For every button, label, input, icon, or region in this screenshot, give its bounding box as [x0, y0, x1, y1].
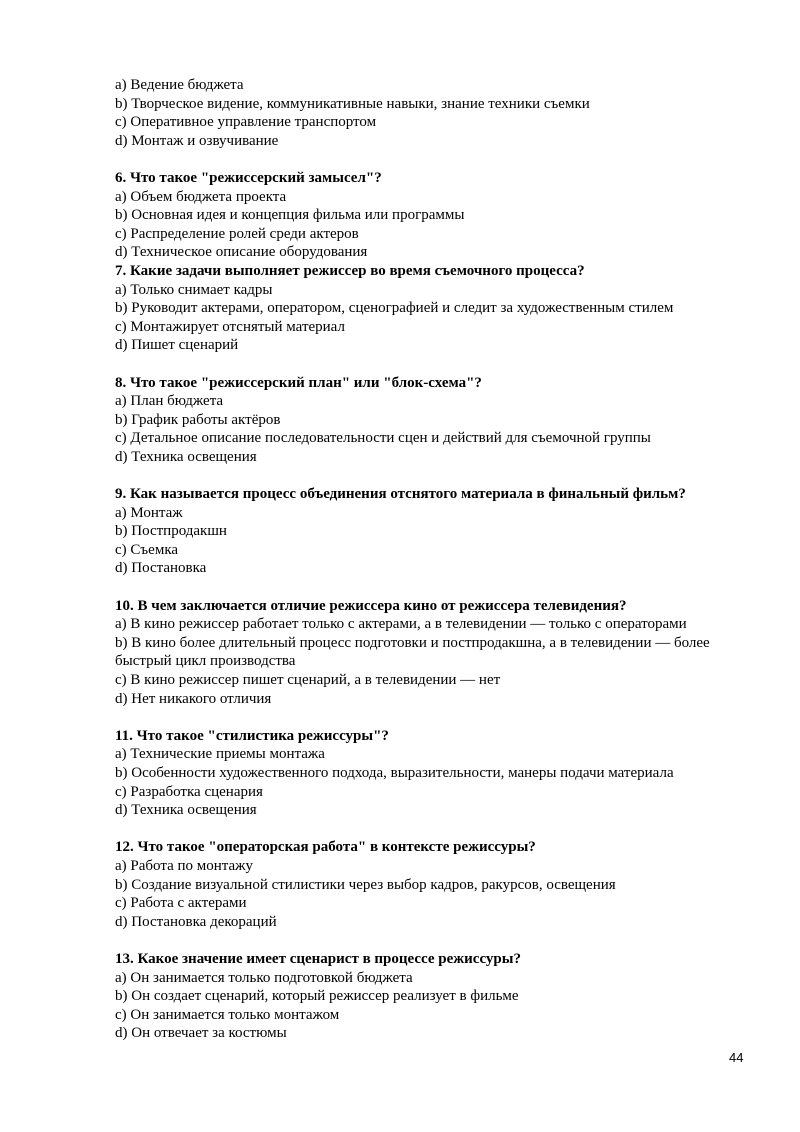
answer-option: d) Постановка [115, 560, 207, 577]
answer-option: c) Разработка сценария [115, 783, 263, 800]
answer-option: b) Творческое видение, коммуникативные навыки, знание техники съемки [115, 95, 590, 112]
question-text: 6. Что такое "режиссерский замысел"? [115, 169, 382, 186]
answer-option: c) Оперативное управление транспортом [115, 114, 377, 131]
answer-option: a) Монтаж [115, 504, 183, 521]
answer-option: d) Монтаж и озвучивание [115, 132, 279, 149]
answer-option: c) Съемка [115, 541, 179, 558]
answer-option: a) Работа по монтажу [115, 857, 254, 874]
answer-option: b) Он создает сценарий, который режиссер реализует в фильме [115, 988, 519, 1005]
answer-option: c) Работа с актерами [115, 895, 247, 912]
answer-option: d) Техническое описание оборудования [115, 244, 368, 261]
document-page [115, 76, 745, 1043]
question-text: 11. Что такое "стилистика режиссуры"? [115, 727, 389, 744]
answer-option: a) План бюджета [115, 393, 224, 410]
answer-option: b) В кино более длительный процесс подготовки и постпродакшна, а в телевидении — более быстрый цикл производства [115, 634, 710, 670]
answer-option: c) Монтажирует отснятый материал [115, 318, 345, 335]
question-5-continued [115, 76, 745, 150]
answer-option: a) В кино режиссер работает только с актерами, а в телевидении — только с операторами [115, 616, 687, 633]
question-11 [115, 727, 745, 820]
answer-option: c) Он занимается только монтажом [115, 1006, 340, 1023]
answer-option: d) Нет никакого отличия [115, 690, 272, 707]
question-text: 9. Как называется процесс объединения отснятого материала в финальный фильм? [115, 486, 686, 503]
answer-option: b) Особенности художественного подхода, выразительности, манеры подачи материала [115, 764, 674, 781]
question-10 [115, 597, 745, 709]
question-13 [115, 950, 745, 1043]
question-text: 7. Какие задачи выполняет режиссер во время съемочного процесса? [115, 262, 585, 279]
answer-option: b) График работы актёров [115, 411, 281, 428]
answer-option: d) Техника освещения [115, 448, 257, 465]
answer-option: d) Постановка декораций [115, 913, 277, 930]
answer-option: a) Технические приемы монтажа [115, 746, 325, 763]
answer-option: c) Детальное описание последовательности сцен и действий для съемочной группы [115, 430, 651, 447]
answer-option: c) В кино режиссер пишет сценарий, а в телевидении — нет [115, 672, 501, 688]
answer-option: d) Он отвечает за костюмы [115, 1025, 287, 1042]
answer-option: d) Пишет сценарий [115, 337, 239, 354]
answer-option: b) Создание визуальной стилистики через выбор кадров, ракурсов, освещения [115, 876, 616, 893]
answer-option: a) Ведение бюджета [115, 77, 244, 93]
question-12 [115, 838, 745, 931]
question-9 [115, 485, 745, 578]
page-number: 44 [729, 1050, 744, 1065]
question-8 [115, 374, 745, 467]
question-7 [115, 262, 745, 355]
answer-option: a) Только снимает кадры [115, 281, 273, 298]
answer-option: a) Объем бюджета проекта [115, 188, 287, 205]
answer-option: b) Постпродакшн [115, 523, 227, 540]
answer-option: b) Основная идея и концепция фильма или программы [115, 207, 465, 224]
answer-option: b) Руководит актерами, оператором, сценографией и следит за художественным стилем [115, 300, 674, 317]
question-text: 10. В чем заключается отличие режиссера кино от режиссера телевидения? [115, 597, 627, 614]
question-text: 13. Какое значение имеет сценарист в процессе режиссуры? [115, 950, 521, 967]
answer-option: c) Распределение ролей среди актеров [115, 225, 359, 242]
question-text: 12. Что такое "операторская работа" в контексте режиссуры? [115, 839, 536, 856]
question-text: 8. Что такое "режиссерский план" или "блок-схема"? [115, 374, 482, 391]
question-6 [115, 169, 745, 262]
answer-option: d) Техника освещения [115, 802, 257, 819]
answer-option: a) Он занимается только подготовкой бюджета [115, 969, 413, 986]
